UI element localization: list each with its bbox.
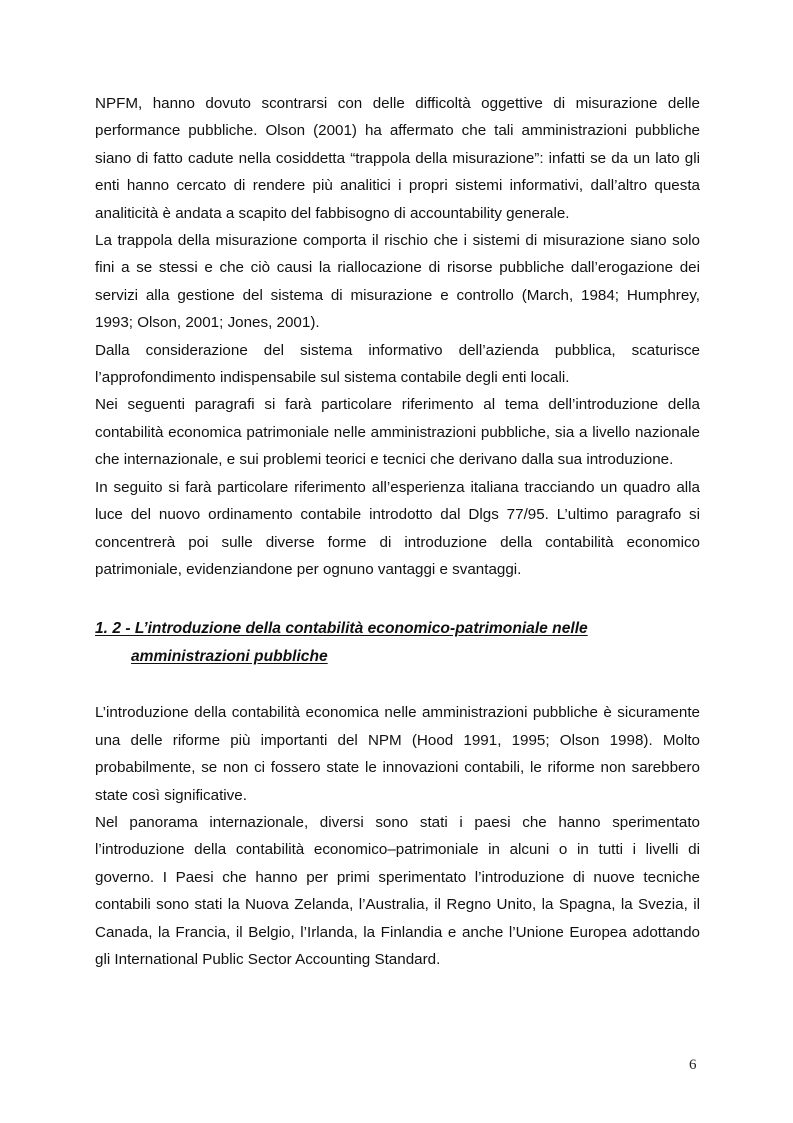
section-heading-line2: amministrazioni pubbliche: [131, 648, 328, 666]
paragraph: Nei seguenti paragrafi si farà particolare riferimento al tema dell’introduzione della contabilità economica patrimoniale nelle amministrazioni pubbliche, sia a livello nazionale che internazionale, e sui problemi teorici e tecnici che derivano dalla sua introduzione.: [95, 396, 700, 469]
paragraph: NPFM, hanno dovuto scontrarsi con delle difficoltà oggettive di misurazione delle performance pubbliche. Olson (2001) ha affermato che tali amministrazioni pubbliche siano di fatto cadute nella cosiddetta “trappola della misurazione”: infatti se da un lato gli enti hanno cercato di rendere più analitici i propri sistemi informativi, dall’altro questa analiticità è andata a scapito del fabbisogno di accountability generale.: [95, 95, 700, 222]
paragraph: In seguito si farà particolare riferimento all’esperienza italiana tracciando un quadro alla luce del nuovo ordinamento contabile introdotto dal Dlgs 77/95. L’ultimo paragrafo si concentrerà poi sulle diverse forme di introduzione della contabilità economico patrimoniale, evidenziandone per ognuno vantaggi e svantaggi.: [95, 478, 700, 578]
paragraph: L’introduzione della contabilità economica nelle amministrazioni pubbliche è sicuramente una delle riforme più importanti del NPM (Hood 1991, 1995; Olson 1998). Molto probabilmente, se non ci fossero state le innovazioni contabili, le riforme non sarebbero state così significative.: [95, 704, 700, 804]
document-page: [95, 90, 700, 973]
paragraph: Dalla considerazione del sistema informativo dell’azienda pubblica, scaturisce l’approfondimento indispensabile sul sistema contabile degli enti locali.: [95, 341, 700, 387]
section-body: [95, 699, 700, 973]
paragraph: La trappola della misurazione comporta il rischio che i sistemi di misurazione siano solo fini a se stessi e che ciò causi la riallocazione di risorse pubbliche dall’erogazione dei servizi alla gestione del sistema di misurazione e controllo (March, 1984; Humphrey, 1993; Olson, 2001; Jones, 2001).: [95, 232, 700, 332]
page-number: 6: [689, 1057, 697, 1073]
section-heading: [95, 615, 700, 671]
section-heading-line1: 1. 2 - L’introduzione della contabilità economico-patrimoniale nelle: [95, 620, 588, 638]
paragraph: Nel panorama internazionale, diversi sono stati i paesi che hanno sperimentato l’introduzione della contabilità economico–patrimoniale in alcuni o in tutti i livelli di governo. I Paesi che hanno per primi sperimentato l’introduzione di nuove tecniche contabili sono stati la Nuova Zelanda, l’Australia, il Regno Unito, la Spagna, la Svezia, il Canada, la Francia, il Belgio, l’Irlanda, la Finlandia e anche l’Unione Europea adottando gli International Public Sector Accounting Standard.: [95, 813, 700, 968]
